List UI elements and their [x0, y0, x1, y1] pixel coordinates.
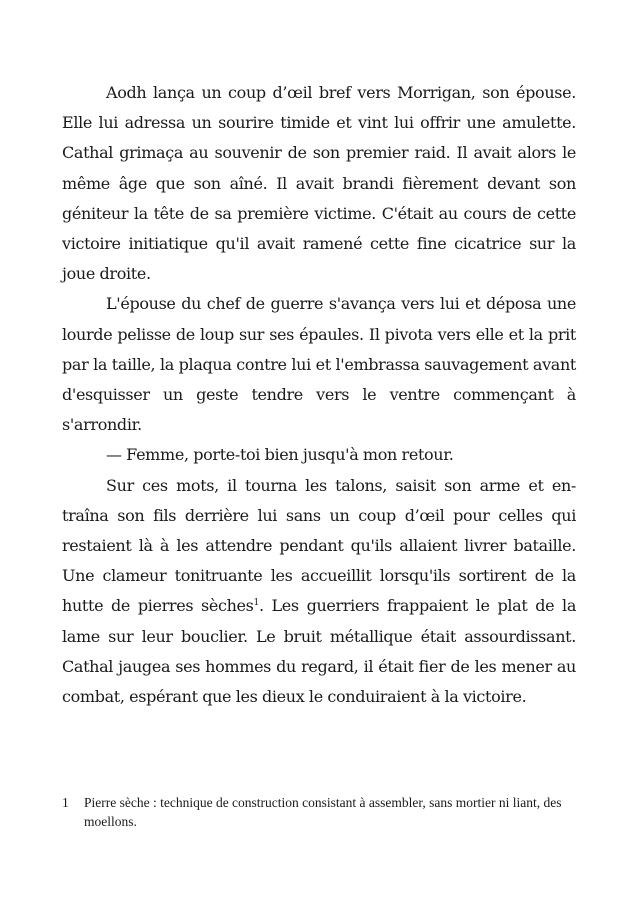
body-text [62, 78, 576, 712]
footnote-text: Pierre sèche : technique de construction consistant à assembler, sans mortier ni liant, des moellons. [84, 795, 562, 829]
paragraph-4 [62, 471, 576, 713]
paragraph-dialogue: — Femme, porte-toi bien jusqu'à mon retour. [106, 445, 454, 465]
paragraph-2: L'épouse du chef de guerre s'avança vers lui et déposa une lourde pelisse de loup sur ses épaules. Il pivota vers elle et la prit par la taille, la plaqua contre lui et l'embrassa sauvagement avant d'esquisser un geste tendre vers le ventre commençant à s'arrondir. [62, 294, 576, 435]
footnote [62, 793, 570, 831]
page-body [62, 78, 576, 712]
footnote-number: 1 [62, 795, 69, 810]
paragraph-4-text-a: Sur ces mots, il tourna les talons, saisit son arme et en-traîna son fils derrière lui sans un coup d’œil pour celles qui restaient là à les attendre pendant qu'ils allaient livrer bataille. Une clameur tonitruante les accueillit lorsqu'ils sortirent de la hutte de pierres sèches [62, 475, 576, 616]
paragraph-1: Aodh lança un coup d’œil bref vers Morrigan, son épouse. Elle lui adressa un sourire timide et vint lui offrir une amulette. Cathal grimaça au souvenir de son premier raid. Il avait alors le même âge que son aîné. Il avait brandi fièrement devant son géniteur la tête de sa première victime. C'était au cours de cette victoire initiatique qu'il avait ramené cette fine cicatrice sur la joue droite. [62, 83, 576, 284]
paragraph-4-text-b: . Les guerriers frappaient le plat de la lame sur leur bouclier. Le bruit métallique était assourdissant. Cathal jaugea ses hommes du regard, il était fier de les mener au combat, espérant que les dieux le conduiraient à la victoire. [62, 596, 577, 707]
footnote-reference[interactable]: 1 [253, 598, 259, 609]
